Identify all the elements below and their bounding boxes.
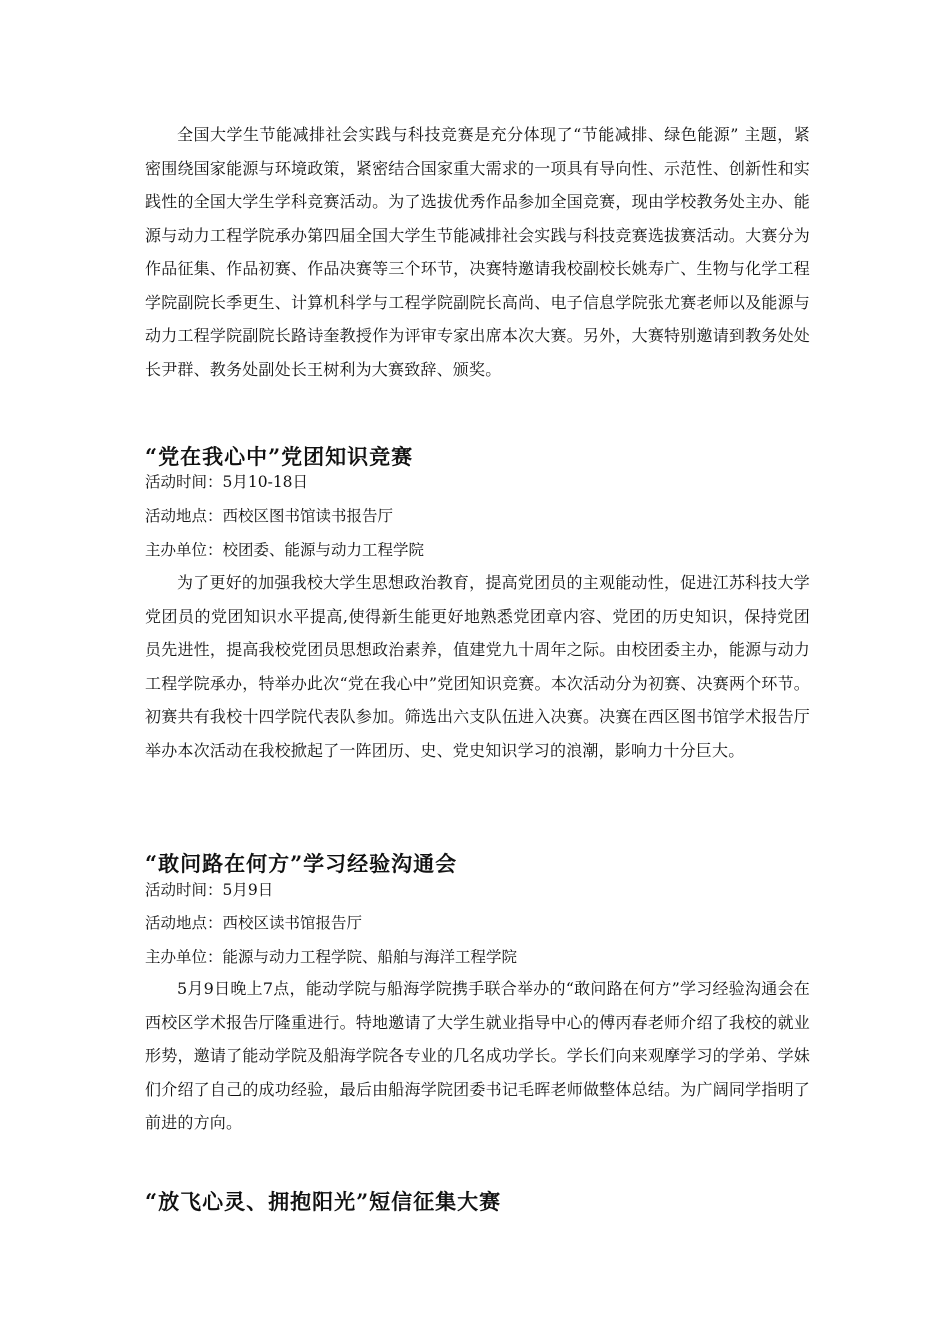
section-title-study-experience-meeting: “敢问路在何方”学习经验沟通会	[145, 851, 458, 876]
intro-paragraph: 全国大学生节能减排社会实践与科技竞赛是充分体现了“节能减排、绿色能源” 主题，紧密围绕国家能源与环境政策，紧密结合国家重大需求的一项具有导向性、示范性、创新性和实践性的全国大学生学科竞赛活动。为了选拔优秀作品参加全国竞赛，现由学校教务处主办、能源与动力工程学院承办第四届全国大学生节能减排社会实践与科技竞赛选拔赛活动。大赛分为作品征集、作品初赛、作品决赛等三个环节，决赛特邀请我校副校长姚寿广、生物与化学工程学院副院长季更生、计算机科学与工程学院副院长高尚、电子信息学院张尤赛老师以及能源与动力工程学院副院长路诗奎教授作为评审专家出席本次大赛。另外，大赛特别邀请到教务处处长尹群、教务处副处长王树利为大赛致辞、颁奖。	[145, 125, 810, 379]
section-2-body: 5月9日晚上7点，能动学院与船海学院携手联合举办的“敢问路在何方”学习经验沟通会在西校区学术报告厅隆重进行。特地邀请了大学生就业指导中心的傅丙春老师介绍了我校的就业形势，邀请了能动学院及船海学院各专业的几名成功学长。学长们向来观摩学习的学弟、学妹们介绍了自己的成功经验，最后由船海学院团委书记毛晖老师做整体总结。为广阔同学指明了前进的方向。	[145, 979, 810, 1132]
section-1-activity-place: 活动地点：西校区图书馆读书报告厅	[145, 507, 394, 525]
section-2-host-unit: 主办单位：能源与动力工程学院、船舶与海洋工程学院	[145, 948, 518, 966]
section-1-host-unit: 主办单位：校团委、能源与动力工程学院	[145, 541, 425, 559]
section-1-activity-time: 活动时间：5月10-18日	[145, 473, 309, 491]
section-2-activity-place: 活动地点：西校区读书馆报告厅	[145, 914, 363, 932]
section-title-sms-contest: “放飞心灵、拥抱阳光”短信征集大赛	[145, 1189, 502, 1214]
section-2-activity-time: 活动时间：5月9日	[145, 881, 274, 899]
section-title-party-knowledge-contest: “党在我心中”党团知识竞赛	[145, 444, 414, 469]
section-1-body: 为了更好的加强我校大学生思想政治教育，提高党团员的主观能动性，促进江苏科技大学党团员的党团知识水平提高,使得新生能更好地熟悉党团章内容、党团的历史知识，保持党团员先进性，提高我校党团员思想政治素养，值建党九十周年之际。由校团委主办，能源与动力工程学院承办，特举办此次“党在我心中”党团知识竞赛。本次活动分为初赛、决赛两个环节。初赛共有我校十四学院代表队参加。筛选出六支队伍进入决赛。决赛在西区图书馆学术报告厅举办本次活动在我校掀起了一阵团历、史、党史知识学习的浪潮，影响力十分巨大。	[145, 573, 810, 760]
